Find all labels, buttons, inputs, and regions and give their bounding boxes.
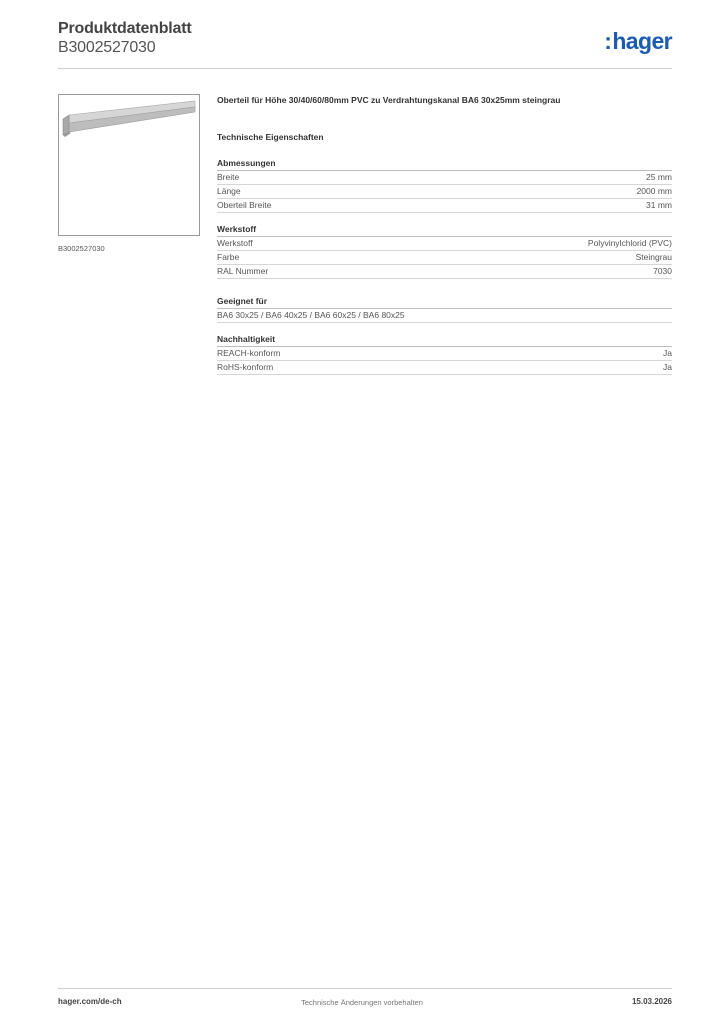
table-row — [217, 199, 672, 213]
row-label: Werkstoff — [217, 238, 253, 248]
row-value: Ja — [663, 348, 672, 358]
product-description: Oberteil für Höhe 30/40/60/80mm PVC zu Verdrahtungskanal BA6 30x25mm steingrau — [217, 95, 561, 105]
group-geeignet-fuer — [217, 295, 672, 323]
row-value: 25 mm — [646, 172, 672, 182]
hager-logo: :hager — [604, 28, 672, 54]
group-title: Abmessungen — [217, 157, 672, 171]
header-divider — [58, 68, 672, 69]
group-abmessungen — [217, 157, 672, 213]
row-value: Ja — [663, 362, 672, 372]
table-row — [217, 171, 672, 185]
footer-note: Technische Änderungen vorbehalten — [301, 998, 423, 1007]
table-row — [217, 265, 672, 279]
row-value: Polyvinylchlorid (PVC) — [587, 238, 672, 248]
row-value: Steingrau — [635, 252, 672, 262]
product-image — [59, 95, 199, 235]
section-heading: Technische Eigenschaften — [217, 132, 324, 142]
row-label: Farbe — [217, 252, 240, 262]
row-value: 7030 — [653, 266, 672, 276]
footer-date: 15.03.2026 — [631, 997, 672, 1006]
datasheet-content — [217, 94, 672, 385]
group-nachhaltigkeit — [217, 333, 672, 375]
table-row — [217, 251, 672, 265]
table-row — [217, 309, 672, 323]
table-row — [217, 361, 672, 375]
row-label: RAL Nummer — [217, 266, 269, 276]
footer-website-link[interactable]: hager.com/de-ch — [58, 997, 122, 1006]
logo-text: hager — [612, 28, 672, 54]
product-number: B3002527030 — [58, 39, 156, 56]
product-image-frame — [58, 94, 200, 236]
table-row — [217, 237, 672, 251]
page-title: Produktdatenblatt — [58, 20, 192, 37]
row-label: RoHS-konform — [217, 362, 274, 372]
group-title: Nachhaltigkeit — [217, 333, 672, 347]
table-row — [217, 185, 672, 199]
row-value: 31 mm — [646, 200, 672, 210]
row-label: Breite — [217, 172, 240, 182]
table-row — [217, 347, 672, 361]
row-value: 2000 mm — [636, 186, 672, 196]
row-label: Länge — [217, 186, 241, 196]
row-label: BA6 30x25 / BA6 40x25 / BA6 60x25 / BA6 80x25 — [217, 310, 405, 320]
group-werkstoff — [217, 223, 672, 279]
image-caption: B3002527030 — [58, 244, 105, 253]
footer-divider — [58, 988, 672, 989]
group-title: Geeignet für — [217, 295, 672, 309]
group-title: Werkstoff — [217, 223, 672, 237]
row-label: REACH-konform — [217, 348, 281, 358]
row-label: Oberteil Breite — [217, 200, 272, 210]
